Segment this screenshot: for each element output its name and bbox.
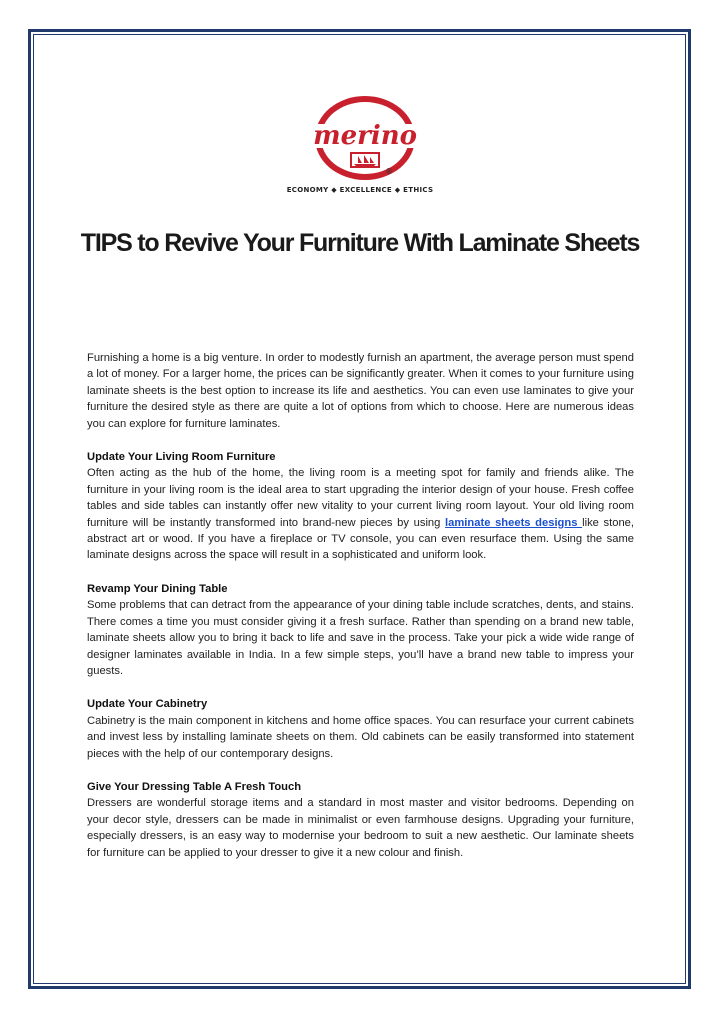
brand-tagline: ECONOMY ◆ EXCELLENCE ◆ ETHICS xyxy=(286,186,434,194)
paragraph-text: Often acting as the hub of the home, the living room is a meeting spot for family and friends alike. The furniture in your living room is the ideal area to start upgrading the interior design of your house. Fresh coffee tables and side tables can instantly offer new vitality to your current living room layout. Your old living room furniture will be instantly transformed into brand-new pieces by using xyxy=(87,467,634,529)
section-paragraph: Dressers are wonderful storage items and a standard in most master and visitor bedrooms. Depending on your decor style, dressers can be made in minimalist or even farmhouse designs. Upgrading your furniture, especially dressers, is an easy way to modernise your bedroom to suit a new aesthetic. Our laminate sheets for furniture can be applied to your dresser to give it a new colour and finish. xyxy=(87,797,634,859)
section-heading: Update Your Living Room Furniture xyxy=(87,451,276,464)
section-paragraph: Cabinetry is the main component in kitchens and home office spaces. You can resurface your current cabinets and invest less by installing laminate sheets on them. Old cabinets can be easily transformed into statement pieces with the help of our contemporary designs. xyxy=(87,714,634,760)
section-heading: Revamp Your Dining Table xyxy=(87,582,228,595)
section-dining-table xyxy=(87,581,634,679)
section-paragraph xyxy=(87,465,634,563)
section-cabinetry xyxy=(87,696,634,762)
article-body xyxy=(87,350,634,878)
section-heading: Give Your Dressing Table A Fresh Touch xyxy=(87,780,302,793)
svg-text:®: ® xyxy=(385,167,393,176)
intro-paragraph: Furnishing a home is a big venture. In order to modestly furnish an apartment, the average person must spend a lot of money. For a larger home, the prices can be significantly greater. When it comes to your furniture using laminate sheets is the best option to increase its life and aesthetics. You can even use laminates to give your furniture the desired style as there are quite a lot of options from which to choose. Here are numerous ideas you can explore for furniture laminates. xyxy=(87,352,634,430)
section-living-room xyxy=(87,449,634,564)
section-paragraph: Some problems that can detract from the appearance of your dining table include scratches, dents, and stains. There comes a time you must consider giving it a fresh surface. Rather than spending on a brand new table, laminate sheets allow you to bring it back to life and save in the process. Take your pick a wide wide range of designer laminates available in India. In a few simple steps, you’ll have a brand new table to impress your guests. xyxy=(87,599,634,677)
section-dressing-table xyxy=(87,779,634,861)
section-heading: Update Your Cabinetry xyxy=(87,698,208,711)
svg-text:merino: merino xyxy=(313,121,417,151)
laminate-sheets-designs-link[interactable]: laminate sheets designs xyxy=(445,516,583,529)
document-title: TIPS to Revive Your Furniture With Laminate Sheets xyxy=(80,229,640,257)
paragraph-text: like stone, abstract art or wood. If you have a fireplace or TV console, you can even resurface them. Using the same laminate designs across the space will result in a sophisticated and uniform look. xyxy=(87,516,635,562)
